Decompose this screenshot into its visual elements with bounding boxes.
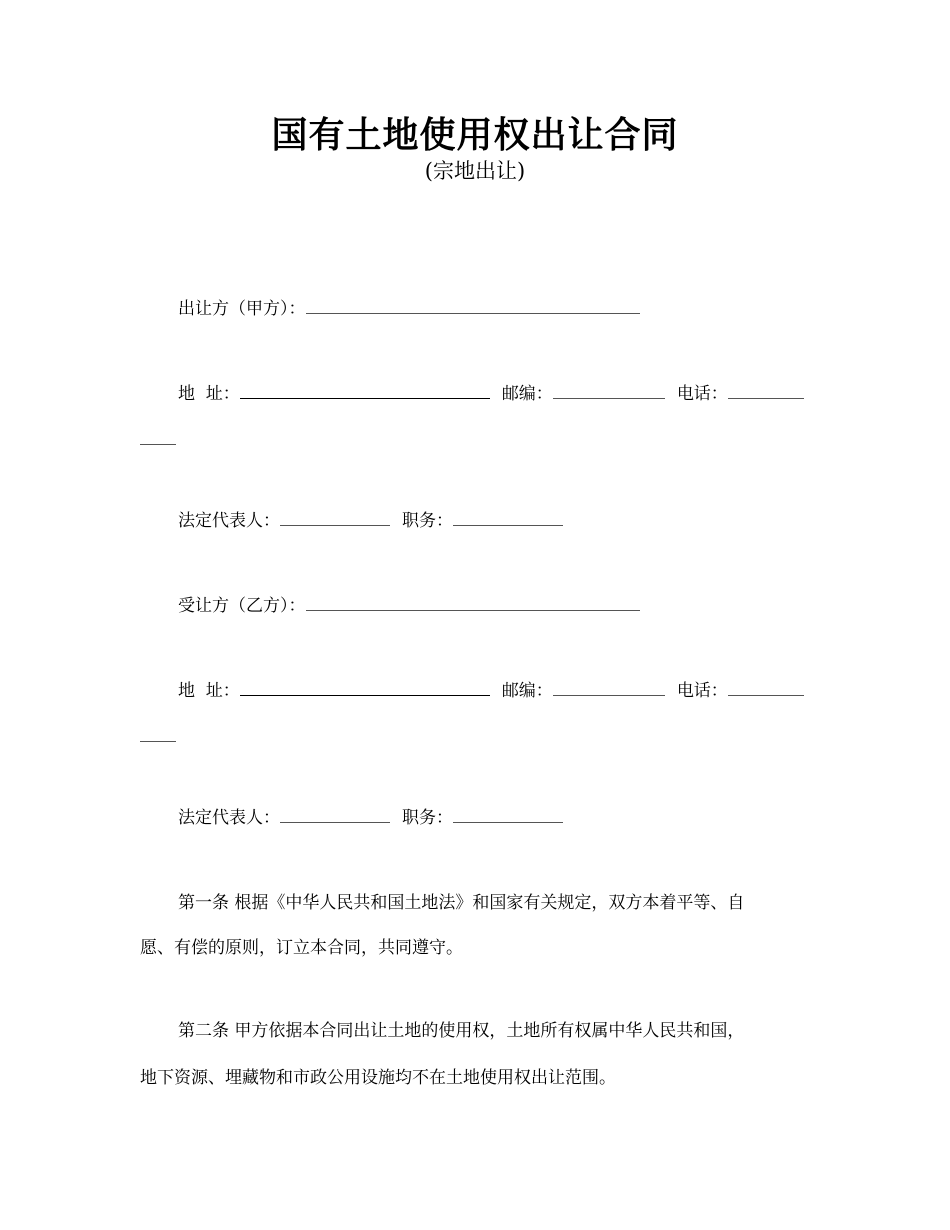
party-a-address-line: [140, 382, 850, 406]
party-b-label: 受让方（乙方）：: [178, 596, 306, 616]
party-a-address-label: 地 址：: [178, 384, 240, 404]
party-a-rep-blank[interactable]: [280, 509, 390, 526]
party-a-phone-blank[interactable]: [728, 382, 804, 399]
party-b-phone-continuation: [140, 725, 812, 749]
party-a-position-label: 职务：: [402, 511, 453, 531]
party-b-rep-blank[interactable]: [280, 806, 390, 823]
party-a-phone-continuation: [140, 428, 812, 452]
party-a-postcode-blank[interactable]: [553, 382, 665, 399]
document-title: 国有土地使用权出让合同: [271, 115, 679, 156]
party-b-rep-label: 法定代表人：: [178, 808, 280, 828]
party-b-position-label: 职务：: [402, 808, 453, 828]
article-1-line-2: 愿、有偿的原则，订立本合同，共同遵守。: [140, 938, 463, 958]
party-a-postcode-label: 邮编：: [501, 384, 553, 404]
party-a-position-blank[interactable]: [453, 509, 563, 526]
party-a-address-blank[interactable]: [240, 382, 490, 399]
party-b-blank[interactable]: [306, 594, 640, 611]
party-b-position-blank[interactable]: [453, 806, 563, 823]
article-2-line-1: 第二条 甲方依据本合同出让土地的使用权，土地所有权属中华人民共和国，: [178, 1021, 745, 1041]
party-a-phone-label: 电话：: [676, 384, 728, 404]
party-b-rep-line: [140, 806, 850, 830]
party-b-phone-blank-tail[interactable]: [140, 725, 176, 742]
party-b-phone-label: 电话：: [676, 681, 728, 701]
party-b-address-line: [140, 679, 850, 703]
party-a-rep-line: [140, 509, 850, 533]
document-subtitle: (宗地出让): [424, 159, 526, 183]
party-b-address-label: 地 址：: [178, 681, 240, 701]
article-2-line-2: 地下资源、埋藏物和市政公用设施均不在土地使用权出让范围。: [140, 1068, 616, 1088]
party-a-label: 出让方（甲方）：: [178, 299, 306, 319]
article-1-line-1: 第一条 根据《中华人民共和国土地法》和国家有关规定，双方本着平等、自: [178, 893, 745, 913]
party-a-line: [140, 297, 850, 321]
party-b-postcode-label: 邮编：: [501, 681, 553, 701]
party-b-address-blank[interactable]: [240, 679, 490, 696]
party-a-phone-blank-tail[interactable]: [140, 428, 176, 445]
party-b-line: [140, 594, 850, 618]
party-a-blank[interactable]: [306, 297, 640, 314]
party-b-phone-blank[interactable]: [728, 679, 804, 696]
party-b-postcode-blank[interactable]: [553, 679, 665, 696]
party-a-rep-label: 法定代表人：: [178, 511, 280, 531]
